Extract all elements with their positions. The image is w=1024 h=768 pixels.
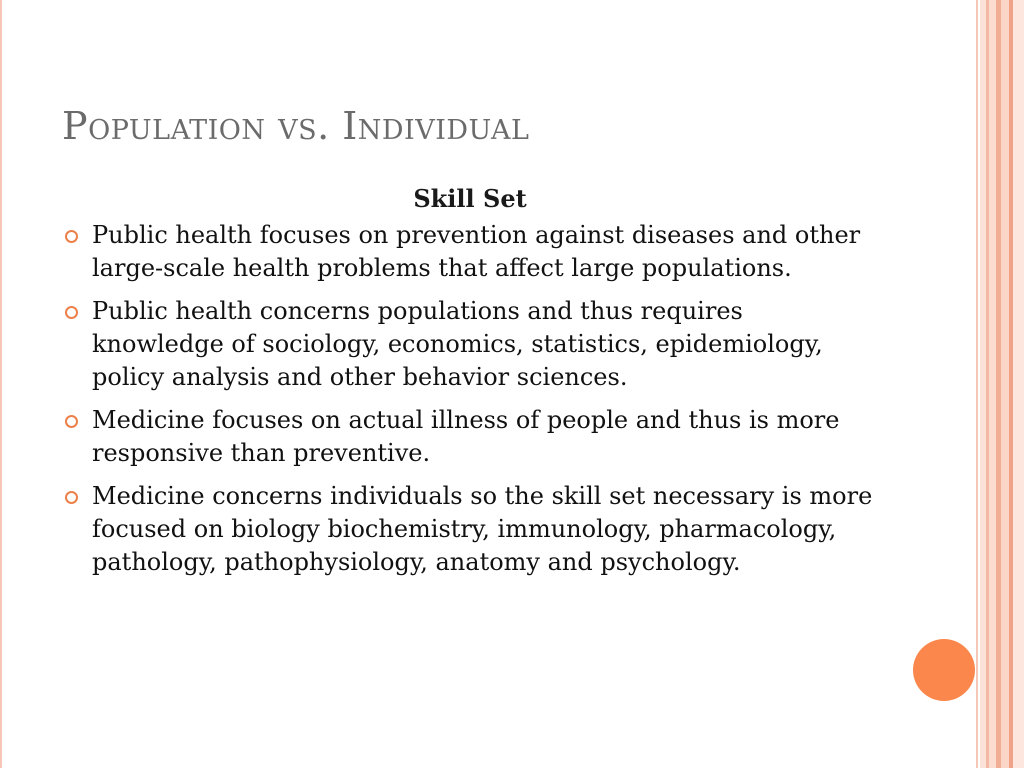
slide-content: [62, 184, 882, 589]
bullet-item: [62, 404, 882, 470]
bullet-text: Public health focuses on prevention against diseases and other large-scale health problems that affect large populations.: [92, 221, 861, 282]
bullet-item: [62, 295, 882, 394]
circle-bullet-icon: [65, 306, 78, 319]
bullet-list: [62, 219, 882, 579]
bullet-item: [62, 480, 882, 579]
slide-title: Population vs. Individual: [62, 104, 530, 148]
circle-bullet-icon: [65, 491, 78, 504]
decorative-stripe: [1013, 0, 1024, 768]
bullet-text: Medicine focuses on actual illness of people and thus is more responsive than preventive.: [92, 406, 840, 467]
subheading: Skill Set: [413, 184, 527, 213]
circle-bullet-icon: [65, 415, 78, 428]
bullet-item: [62, 219, 882, 285]
decorative-stripe: [1001, 0, 1009, 768]
circle-bullet-icon: [65, 230, 78, 243]
decorative-circle-icon: [913, 639, 975, 701]
bullet-text: Medicine concerns individuals so the skill set necessary is more focused on biology biochemistry, immunology, pharmacology, pathology, pathophysiology, anatomy and psychology.: [92, 482, 873, 576]
bullet-text: Public health concerns populations and thus requires knowledge of sociology, economics, statistics, epidemiology, policy analysis and other behavior sciences.: [92, 297, 823, 391]
decorative-stripe: [989, 0, 996, 768]
